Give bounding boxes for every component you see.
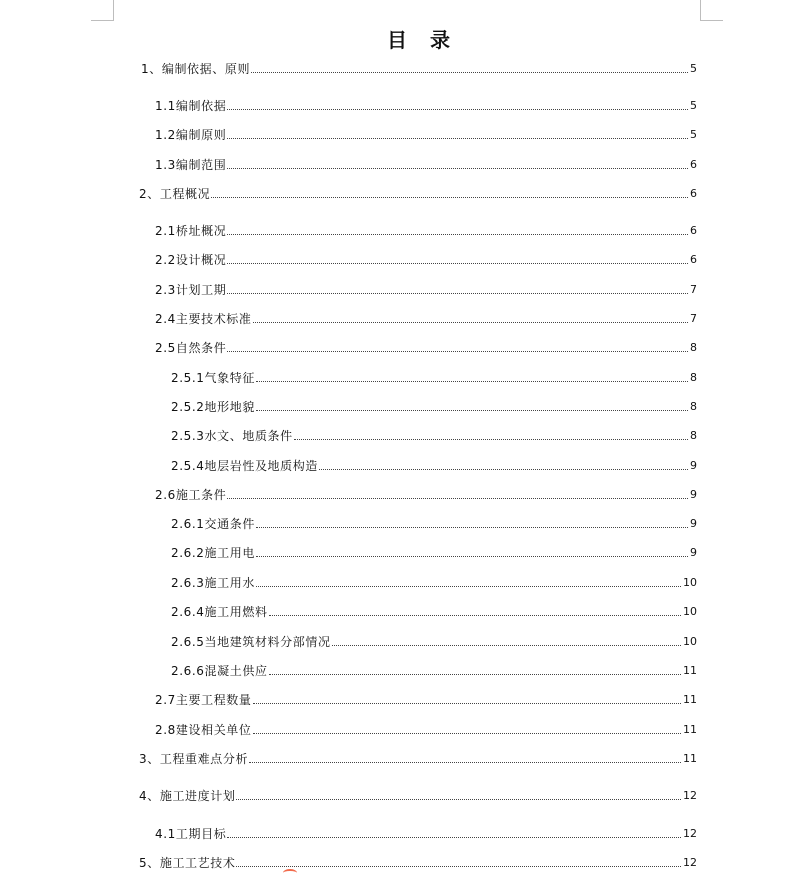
toc-entry-page: 6 [690,224,697,237]
toc-entry-page: 7 [690,312,697,325]
toc-entry-label: 施工用电 [204,546,255,560]
toc-leader-dots [227,262,688,264]
toc-entry-number: 2.6.2 [171,546,205,560]
toc-leader-dots [294,438,688,440]
toc-entry-page: 9 [690,459,697,472]
toc-entry-label: 施工条件 [175,488,227,502]
toc-entry[interactable] [171,634,697,650]
toc-entry[interactable] [171,399,697,415]
toc-entry-label: 编制范围 [175,158,227,172]
toc-entry-number: 2.5.2 [171,400,205,414]
toc-leader-dots [251,71,688,73]
toc-entry-page: 11 [683,723,697,736]
toc-entry-page: 6 [690,253,697,266]
toc-entry[interactable] [155,127,697,143]
toc-entry-label: 混凝土供应 [204,664,268,678]
toc-entry-number: 2.3 [155,283,176,297]
toc-entry[interactable] [155,340,697,356]
toc-entry-label: 工期目标 [175,827,227,841]
toc-entry[interactable] [171,516,697,532]
toc-leader-dots [332,644,681,646]
toc-entry[interactable] [171,575,697,591]
toc-entry-label: 水文、地质条件 [204,429,293,443]
toc-entry[interactable] [171,604,697,620]
toc-entry[interactable] [141,61,697,77]
toc-entry-page: 8 [690,371,697,384]
toc-title: 目 录 [387,28,458,52]
toc-entry[interactable] [139,751,697,767]
toc-leader-dots [253,702,682,704]
toc-entry-page: 10 [683,605,697,618]
toc-entry-label: 工程重难点分析 [159,752,249,766]
toc-entry-number: 5、 [139,856,160,870]
toc-entry-page: 12 [683,827,697,840]
toc-entry-number: 4.1 [155,827,176,841]
toc-leader-dots [249,761,681,763]
toc-entry-number: 4、 [139,789,160,803]
toc-leader-dots [319,468,688,470]
toc-entry-label: 地层岩性及地质构造 [204,459,318,473]
toc-entry-number: 2.8 [155,723,176,737]
toc-entry-label: 自然条件 [175,341,227,355]
toc-entry-page: 9 [690,546,697,559]
cursor-mark-icon [283,869,297,877]
toc-leader-dots [236,865,681,867]
toc-entry[interactable] [171,458,697,474]
toc-entry-number: 2.5.3 [171,429,205,443]
toc-entry-label: 建设相关单位 [175,723,252,737]
toc-entry-label: 设计概况 [175,253,227,267]
toc-leader-dots [253,321,689,323]
toc-entry-number: 2.6.4 [171,605,205,619]
toc-entry[interactable] [171,428,697,444]
toc-leader-dots [253,732,682,734]
toc-entry-label: 计划工期 [175,283,227,297]
toc-leader-dots [227,167,688,169]
toc-entry[interactable] [171,663,697,679]
toc-entry-page: 11 [683,693,697,706]
toc-entry[interactable] [171,370,697,386]
toc-leader-dots [227,233,688,235]
toc-entry[interactable] [155,487,697,503]
toc-entry-number: 2.1 [155,224,176,238]
toc-entry-page: 12 [683,789,697,802]
toc-entry-page: 8 [690,341,697,354]
toc-entry-page: 5 [690,62,697,75]
toc-entry[interactable] [139,186,697,202]
toc-entry-number: 2.4 [155,312,176,326]
toc-entry-number: 1、 [141,62,162,76]
toc-entry-label: 工程概况 [159,187,211,201]
toc-entry-label: 主要工程数量 [175,693,252,707]
toc-entry-page: 6 [690,187,697,200]
toc-entry-page: 11 [683,752,697,765]
toc-entry-number: 1.1 [155,99,176,113]
toc-entry-number: 3、 [139,752,160,766]
toc-leader-dots [227,836,681,838]
toc-entry-page: 8 [690,400,697,413]
toc-entry-label: 编制依据、原则 [161,62,251,76]
toc-leader-dots [227,350,688,352]
toc-leader-dots [269,614,681,616]
toc-entry-label: 编制原则 [175,128,227,142]
toc-entry-page: 5 [690,128,697,141]
toc-leader-dots [256,585,681,587]
toc-entry-number: 2.7 [155,693,176,707]
toc-entry-page: 9 [690,488,697,501]
toc-entry-label: 桥址概况 [175,224,227,238]
toc-entry-number: 2.6.5 [171,635,205,649]
toc-entry-number: 2.5.1 [171,371,205,385]
toc-entry-number: 2.5 [155,341,176,355]
toc-entry-number: 1.2 [155,128,176,142]
toc-entry-page: 9 [690,517,697,530]
toc-entry[interactable] [155,826,697,842]
toc-leader-dots [227,497,688,499]
toc-entry[interactable] [155,692,697,708]
toc-leader-dots [256,409,688,411]
toc-leader-dots [256,526,688,528]
toc-entry-label: 气象特征 [204,371,255,385]
toc-leader-dots [211,196,688,198]
toc-entry-number: 2.6.1 [171,517,205,531]
toc-leader-dots [269,673,681,675]
toc-entry[interactable] [155,223,697,239]
toc-entry[interactable] [155,722,697,738]
toc-entry-label: 地形地貌 [204,400,255,414]
toc-leader-dots [227,292,688,294]
toc-entry[interactable] [171,545,697,561]
toc-entry-page: 5 [690,99,697,112]
toc-entry-number: 2.6.3 [171,576,205,590]
toc-entry-label: 当地建筑材料分部情况 [204,635,331,649]
toc-entry-label: 交通条件 [204,517,255,531]
toc-entry-label: 主要技术标准 [175,312,252,326]
toc-entry[interactable] [139,788,697,804]
toc-entry[interactable] [155,311,697,327]
toc-entry-page: 10 [683,576,697,589]
toc-leader-dots [227,137,688,139]
toc-leader-dots [236,798,681,800]
toc-entry[interactable] [139,855,697,871]
toc-entry-page: 10 [683,635,697,648]
toc-entry-label: 施工用燃料 [204,605,268,619]
toc-entry-number: 2、 [139,187,160,201]
toc-entry[interactable] [155,252,697,268]
toc-entry-number: 2.6 [155,488,176,502]
toc-entry-number: 2.2 [155,253,176,267]
toc-entry-page: 8 [690,429,697,442]
toc-entry-number: 2.6.6 [171,664,205,678]
toc-entry[interactable] [155,282,697,298]
toc-leader-dots [227,108,688,110]
toc-entry[interactable] [155,157,697,173]
toc-leader-dots [256,380,688,382]
toc-entry-label: 施工进度计划 [159,789,236,803]
toc-entry-page: 7 [690,283,697,296]
toc-leader-dots [256,555,688,557]
toc-entry-page: 11 [683,664,697,677]
toc-entry[interactable] [155,98,697,114]
toc-entry-label: 编制依据 [175,99,227,113]
toc-entry-number: 2.5.4 [171,459,205,473]
toc-entry-number: 1.3 [155,158,176,172]
toc-entry-label: 施工用水 [204,576,255,590]
toc-entry-label: 施工工艺技术 [159,856,236,870]
toc-entry-page: 6 [690,158,697,171]
toc-entry-page: 12 [683,856,697,869]
